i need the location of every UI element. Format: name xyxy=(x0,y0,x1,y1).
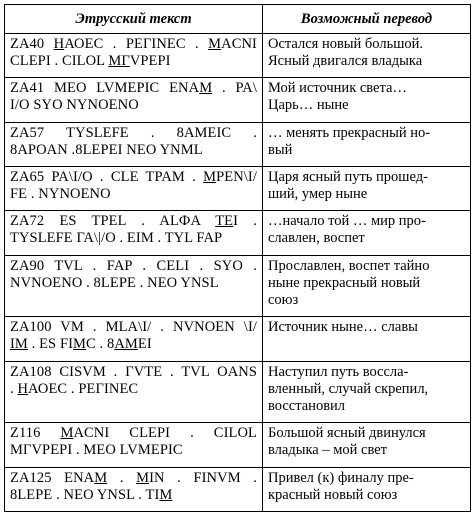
etruscan-text-line: МГVPEPI . MEO LVMEPIC xyxy=(10,442,183,459)
etruscan-text-line: . НАОЕС . PEГINEC xyxy=(10,380,139,397)
table-header-row xyxy=(5,5,471,34)
etruscan-text-line: ZA65 PA\I/O . CLE TPAM . MPEN\I/ xyxy=(10,169,257,186)
etruscan-text-line: ZA108 CISVM . ГVTE . TVL OANS xyxy=(10,363,257,380)
table-row xyxy=(5,423,471,467)
table-row xyxy=(5,122,471,166)
table-row xyxy=(5,78,471,122)
etruscan-text-line: ZA72 ES TPEL . ALФA TEI . xyxy=(10,213,257,230)
header-etruscan-text: Этрусский текст xyxy=(5,5,263,34)
etruscan-text-cell xyxy=(5,167,263,211)
translation-line: восстановил xyxy=(268,397,346,414)
etruscan-text-line: ZA90 TVL . FAP . CELI . SYO . xyxy=(10,257,257,274)
translation-line: Царя ясный путь прошед- xyxy=(268,169,428,186)
etruscan-text-line: ZA40 НАОЕС . РЕГINEC . МACNI xyxy=(10,36,257,52)
translation-cell xyxy=(263,167,471,211)
etruscan-text-line: IM . ES FIMC . 8AMEI xyxy=(10,336,152,353)
etruscan-text-line: ZA100 VM . MLA\I/ . NVNOEN \I/ xyxy=(10,319,257,336)
etruscan-text-cell xyxy=(5,423,263,467)
translation-cell xyxy=(263,361,471,423)
etruscan-text-line: ZA41 MEO LVMEPIC ENAM . PA\ xyxy=(10,80,257,97)
table-row xyxy=(5,467,471,511)
translation-cell xyxy=(263,317,471,361)
etruscan-text-line: Z116 МACNI CLEPI . CILOL xyxy=(10,425,257,442)
table-row xyxy=(5,255,471,317)
etruscan-text-cell xyxy=(5,122,263,166)
translation-line: Наступил путь воссла- xyxy=(268,363,409,380)
etruscan-text-cell xyxy=(5,34,263,78)
etruscan-text-line: TYSLEFE ГА\|/O . EIM . TYL FAP xyxy=(10,230,223,247)
translation-line: … менять прекрасный но- xyxy=(268,124,431,141)
translation-line: ныне прекрасный новый xyxy=(268,274,421,291)
translation-line: ший, умер ныне xyxy=(268,186,368,203)
translation-cell xyxy=(263,255,471,317)
translation-line: Царь… ныне xyxy=(268,97,349,114)
table-row xyxy=(5,317,471,361)
translation-cell xyxy=(263,211,471,255)
translation-line: Привел (к) финалу пре- xyxy=(268,469,414,486)
translation-line: Прославлен, воспет тайно xyxy=(268,257,430,274)
translation-line: вленный, случай скрепил, xyxy=(268,380,429,397)
translation-line: владыка – мой свет xyxy=(268,442,387,459)
translation-table xyxy=(4,4,471,512)
translation-line: союз xyxy=(268,291,299,308)
translation-line: Остался новый большой. xyxy=(268,36,424,52)
etruscan-text-line: ZA57 TYSLEFE . 8AMEIC . xyxy=(10,124,257,141)
translation-cell xyxy=(263,34,471,78)
translation-line: вый xyxy=(268,141,293,158)
etruscan-text-cell xyxy=(5,255,263,317)
translation-line: Большой ясный двинулся xyxy=(268,425,426,442)
etruscan-text-cell xyxy=(5,467,263,511)
translation-cell xyxy=(263,78,471,122)
etruscan-text-line: I/O SYO NYNOENO xyxy=(10,97,139,114)
etruscan-text-line: CLEPI . CILOL МГVPEPI xyxy=(10,53,171,69)
etruscan-text-line: 8APOAN .8LEPEI NEO YNML xyxy=(10,141,203,158)
etruscan-text-line: NVNOENO . 8LEPE . NEO YNSL xyxy=(10,274,219,291)
etruscan-text-cell xyxy=(5,317,263,361)
translation-cell xyxy=(263,122,471,166)
translation-line: красный новый союз xyxy=(268,486,398,503)
translation-cell xyxy=(263,423,471,467)
etruscan-text-line: FE . NYNOENO xyxy=(10,186,111,203)
etruscan-text-cell xyxy=(5,211,263,255)
table-row xyxy=(5,361,471,423)
translation-line: Мой источник света… xyxy=(268,80,407,97)
translation-line: славлен, воспет xyxy=(268,230,365,247)
etruscan-text-line: ZA125 ENAM . MIN . FINVM . xyxy=(10,469,257,486)
translation-line: Источник ныне… славы xyxy=(268,319,418,336)
table-row xyxy=(5,34,471,78)
etruscan-text-cell xyxy=(5,361,263,423)
translation-line: …начало той … мир про- xyxy=(268,213,426,230)
translation-line: Ясный двигался владыка xyxy=(268,53,423,69)
etruscan-text-cell xyxy=(5,78,263,122)
header-possible-translation: Возможный перевод xyxy=(263,5,471,34)
translation-cell xyxy=(263,467,471,511)
table-row xyxy=(5,167,471,211)
etruscan-text-line: 8LEPE . NEO YNSL . TIM xyxy=(10,486,173,503)
table-row xyxy=(5,211,471,255)
